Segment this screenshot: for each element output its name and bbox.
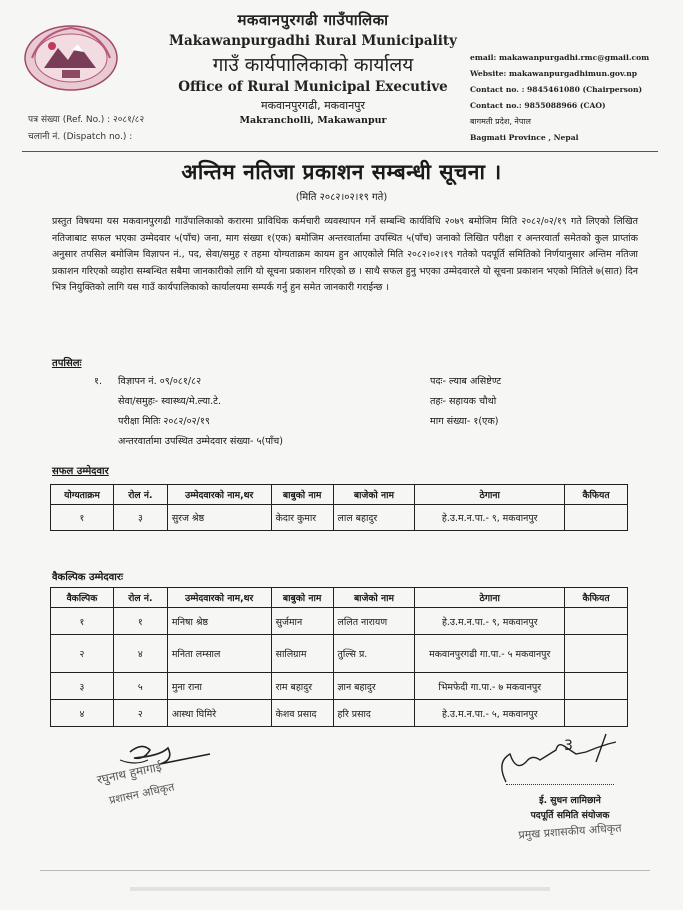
table-cell: ३ <box>113 505 167 531</box>
table-cell <box>565 700 628 727</box>
col-header: रोल नं. <box>113 588 167 608</box>
table-row <box>51 635 628 673</box>
table-cell: ३ <box>51 673 114 700</box>
table-cell: मनिषा श्रेष्ठ <box>167 608 271 635</box>
exam-date: परीक्षा मितिः २०८२/०२/१९ <box>118 416 210 427</box>
table-cell: मुना राना <box>167 673 271 700</box>
footer-faded-text <box>0 882 683 896</box>
table-row <box>51 505 628 531</box>
table-row <box>51 673 628 700</box>
col-header: कैफियत <box>565 485 628 505</box>
contact-chairperson: Contact no. : 9845461080 (Chairperson) <box>470 85 643 94</box>
province-np: बागमती प्रदेश, नेपाल <box>470 117 531 126</box>
table-cell: ४ <box>113 635 167 673</box>
table-cell: लाल बहादुर <box>333 505 415 531</box>
advertisement-number: विज्ञापन नं. ०९/०८१/८२ <box>118 376 202 387</box>
table-cell: केदार कुमार <box>271 505 333 531</box>
municipality-name-np: मकवानपुरगढी गाउँपालिका <box>237 11 389 29</box>
table-cell: सालिग्राम <box>271 635 333 673</box>
col-header: कैफियत <box>565 588 628 608</box>
alternate-table <box>50 587 628 727</box>
svg-text:3: 3 <box>564 738 573 754</box>
table-cell: सुरज श्रेष्ठ <box>167 505 271 531</box>
table-cell: १ <box>51 608 114 635</box>
notice-date: (मिति २०८२।०२।१९ गते) <box>295 192 388 203</box>
signature-line <box>506 784 614 785</box>
signatory-role: पदपूर्ति समिति संयोजक <box>530 810 610 821</box>
right-stamp: प्रमुख प्रशासकीय अधिकृत <box>518 821 622 842</box>
interview-count: अन्तरवार्तामा उपस्थित उम्मेदवार संख्या- ५(पाँच) <box>118 436 284 447</box>
table-cell <box>565 608 628 635</box>
service-group: सेवा/समुहः- स्वास्थ्य/मे.ल्या.टे. <box>118 396 222 407</box>
col-header: ठेगाना <box>415 485 565 505</box>
col-header: योग्यताक्रम <box>51 485 114 505</box>
table-cell: तुल्सि प्र. <box>333 635 415 673</box>
ref-number: पत्र संख्या (Ref. No.) : २०८१/८२ <box>28 115 145 125</box>
province-en: Bagmati Province , Nepal <box>470 133 579 142</box>
table-cell: १ <box>51 505 114 531</box>
table-cell: हे.उ.म.न.पा.- ९, मकवानपुर <box>415 608 565 635</box>
table-cell: ४ <box>51 700 114 727</box>
left-stamp-role: प्रशासन अधिकृत <box>107 780 176 807</box>
municipality-logo <box>22 22 120 94</box>
alternate-heading: वैकल्पिक उम्मेदवारः <box>52 572 123 583</box>
table-cell <box>565 505 628 531</box>
successful-table <box>50 484 628 531</box>
col-header: उम्मेदवारको नाम,थर <box>167 485 271 505</box>
contact-block <box>470 50 649 146</box>
table-cell: मकवानपुरगढी गा.पा.- ५ मकवानपुर <box>415 635 565 673</box>
table-cell: २ <box>51 635 114 673</box>
post: पदः- ल्याब असिष्टेण्ट <box>430 376 502 387</box>
notice-title: अन्तिम नतिजा प्रकाशन सम्बन्धी सूचना । <box>181 160 502 184</box>
demand-count: माग संख्या- १(एक) <box>430 416 499 427</box>
successful-heading: सफल उम्मेदवार <box>52 466 109 477</box>
details-heading: तपसिलः <box>52 358 82 369</box>
col-header: रोल नं. <box>113 485 167 505</box>
dispatch-number: चलानी नं. (Dispatch no.) : <box>28 132 133 142</box>
office-name-en: Office of Rural Municipal Executive <box>178 79 448 95</box>
signatory-name: ई. सुधन लामिछाने <box>539 795 601 806</box>
details-serial: १. <box>94 376 103 387</box>
table-cell: केशव प्रसाद <box>271 700 333 727</box>
table-cell: आस्था घिमिरे <box>167 700 271 727</box>
table-cell: हरि प्रसाद <box>333 700 415 727</box>
footer-divider <box>40 870 650 871</box>
table-cell <box>565 673 628 700</box>
table-cell: भिमफेदी गा.पा.- ७ मकवानपुर <box>415 673 565 700</box>
header-divider <box>22 151 658 152</box>
col-header: बाबुको नाम <box>271 588 333 608</box>
col-header: वैकल्पिक <box>51 588 114 608</box>
municipality-name-en: Makawanpurgadhi Rural Municipality <box>169 33 457 49</box>
signatory-block <box>470 793 670 842</box>
col-header: ठेगाना <box>415 588 565 608</box>
table-cell: ५ <box>113 673 167 700</box>
col-header: बाबुको नाम <box>271 485 333 505</box>
col-header: उम्मेदवारको नाम,थर <box>167 588 271 608</box>
left-stamp-name: रघुनाथ हुमागाई <box>95 759 163 787</box>
left-signature-stamp <box>90 740 240 810</box>
level: तहः- सहायक चौथो <box>430 396 497 407</box>
col-header: बाजेको नाम <box>333 485 415 505</box>
table-header-row <box>51 485 628 505</box>
notice-body: प्रस्तुत विषयमा यस मकवानपुरगढी गाउँपालिकाको करारमा प्राविधिक कर्मचारी व्यवस्थापन गर्ने सम्बन्धि कार्यविधि २०७९ बमोजिम मिति २०८२/०२/१९ गते लिएको लिखित नतिजाबाट सफल भएका उम्मेदवार ५(पाँच) जना, माग संख्या १(एक) बमोजिम अन्तरवार्तामा उपस्थित ५(पाँच) जनाको लिखित परीक्षा र अन्तरवार्ता समेतको कुल प्राप्तांक अनुसार तपसिल बमोजिम विज्ञापन नं., पद, सेवा/समुह र तहमा योग्यताक्रम कायम हुन आएकोले मिति २०८२।०२।१९ गतेको पदपूर्ति समितिको निर्णयानुसार अन्तिम नतिजा प्रकाशन गरिएको व्यहोरा सम्बन्धित सबैमा जानकारीको लागि यो सूचना प्रकाशन गरिएको छ । साथै सफल हुनु भएका उम्मेदवारले यो सूचना प्रकाशन भएको मितिले ७(सात) दिन भित्र नियुक्तिको लागि यस गाउँ कार्यपालिकाको कार्यालयमा सम्पर्क गर्नु हुन समेत जानकारी गराईन्छ । <box>52 216 638 294</box>
table-cell: सुर्जमान <box>271 608 333 635</box>
table-header-row <box>51 588 628 608</box>
table-cell: ज्ञान बहादुर <box>333 673 415 700</box>
table-cell: ललित नारायण <box>333 608 415 635</box>
email: email: makawanpurgadhi.rmc@gmail.com <box>470 53 650 62</box>
website: Website: makawanpurgadhimun.gov.np <box>470 69 638 78</box>
table-cell: हे.उ.म.न.पा.- ५, मकवानपुर <box>415 700 565 727</box>
table-row <box>51 700 628 727</box>
letterhead <box>168 10 458 126</box>
right-signature <box>486 732 636 792</box>
table-row <box>51 608 628 635</box>
table-cell: राम बहादुर <box>271 673 333 700</box>
address-np: मकवानपुरगढी, मकवानपुर <box>261 99 365 112</box>
table-cell: मनिता लम्साल <box>167 635 271 673</box>
reference-block <box>28 112 144 146</box>
office-name-np: गाउँ कार्यपालिकाको कार्यालय <box>212 54 414 76</box>
table-cell: २ <box>113 700 167 727</box>
table-cell: १ <box>113 608 167 635</box>
table-cell: हे.उ.म.न.पा.- ९, मकवानपुर <box>415 505 565 531</box>
contact-cao: Contact no.: 9855088966 (CAO) <box>470 101 606 110</box>
col-header: बाजेको नाम <box>333 588 415 608</box>
address-en: Makrancholli, Makawanpur <box>239 115 387 126</box>
table-cell <box>565 635 628 673</box>
